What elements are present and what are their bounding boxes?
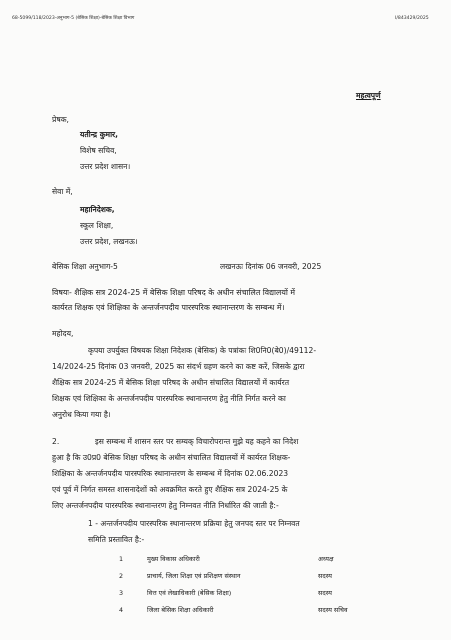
sender-office: उत्तर प्रदेश शासन। xyxy=(80,162,131,171)
importance-label: महत्वपूर्ण xyxy=(356,91,381,100)
para2-line-2: हुआ है कि उ0प्र0 बेसिक शिक्षा परिषद के अधीन संचालित विद्यालयों में कार्यरत शिक्षक- xyxy=(52,453,291,462)
row-number: 2 xyxy=(119,572,124,580)
para1-line-5: अनुरोध किया गया है। xyxy=(52,410,111,419)
member-name: मुख्य विकास अधिकारी xyxy=(147,555,200,563)
member-name: वित्त एवं लेखाधिकारी (बेसिक शिक्षा) xyxy=(147,589,232,597)
sender-label: प्रेषक, xyxy=(52,115,69,124)
para2-number: 2. xyxy=(52,437,60,446)
recipient-place: उत्तर प्रदेश, लखनऊ। xyxy=(80,237,138,246)
subject-line-2: कार्यरत शिक्षक एवं शिक्षिका के अन्तर्जनपदीय पारस्परिक स्थानान्तरण के सम्बन्ध में। xyxy=(52,303,285,312)
subject-line-1: विषयः- शैक्षिक सत्र 2024-25 में बेसिक शिक्षा परिषद के अधीन संचालित विद्यालयों में xyxy=(52,288,296,297)
row-number: 3 xyxy=(119,589,124,597)
member-role: सदस्य xyxy=(318,589,332,597)
row-number: 1 xyxy=(119,555,124,563)
section-name: बेसिक शिक्षा अनुभाग-5 xyxy=(52,262,118,271)
point1-line-1: 1 - अन्तर्जनपदीय पारस्परिक स्थानान्तरण प्रक्रिया हेतु जनपद स्तर पर निम्नवत xyxy=(88,519,300,528)
member-name: प्राचार्य, जिला शिक्षा एवं प्रशिक्षण संस्थान xyxy=(147,572,241,580)
para1-line-4: शिक्षक एवं शिक्षिका के अन्तर्जनपदीय पारस्परिक स्थानान्तरण हेतु नीति निर्गत करने का xyxy=(52,394,286,403)
para2-line-1: इस सम्बन्ध में शासन स्तर पर सम्यक् विचारोपरान्त मुझे यह कहने का निदेश xyxy=(95,437,299,446)
sender-designation: विशेष सचिव, xyxy=(80,146,117,155)
row-number: 4 xyxy=(119,606,124,614)
para1-line-1: कृपया उपर्युक्त विषयक शिक्षा निदेशक (बेसिक) के पत्रांकः शि0नि0(बे0)/49112- xyxy=(88,346,317,355)
recipient-title: महानिदेशक, xyxy=(80,205,115,214)
para2-line-4: एवं पूर्व में निर्गत समस्त शासनादेशों को अवक्रमित करते हुए शैक्षिक सत्र 2024-25 के xyxy=(52,485,288,494)
point1-line-2: समिति प्रस्तावित है:- xyxy=(88,535,145,544)
member-role: सदस्य सचिव xyxy=(318,606,348,614)
letter-date: लखनऊः दिनांक 06 जनवरी, 2025 xyxy=(220,262,322,271)
para2-line-3: शिक्षिका के अन्तर्जनपदीय पारस्परिक स्थानान्तरण के सम्बन्ध में दिनांक 02.06.2023 xyxy=(52,469,289,478)
salutation: महोदय, xyxy=(52,329,74,338)
para2-line-5: लिए अन्तर्जनपदीय पारस्परिक स्थानान्तरण हेतु निम्नवत नीति निर्धारित की जाती है:- xyxy=(52,501,279,510)
file-number: 68-5099/118/2023-अनुभाग-5 (बेसिक शिक्षा)-बेसिक शिक्षा विभाग xyxy=(12,16,135,21)
recipient-office: स्कूल शिक्षा, xyxy=(80,221,114,230)
reference-number: I/843429/2025 xyxy=(395,16,429,21)
recipient-label: सेवा में, xyxy=(52,187,73,196)
member-role: सदस्य xyxy=(318,572,332,580)
para1-line-3: शैक्षिक सत्र 2024-25 में बेसिक शिक्षा परिषद के अधीन संचालित विद्यालयों में कार्यरत xyxy=(52,378,290,387)
para1-line-2: 14/2024-25 दिनांक 03 जनवरी, 2025 का संदर्भ ग्रहण करने का कष्ट करें, जिसके द्वारा xyxy=(52,362,305,371)
member-role: अध्यक्ष xyxy=(318,555,334,563)
member-name: जिला बेसिक शिक्षा अधिकारी xyxy=(147,606,214,614)
sender-name: यतीन्द्र कुमार, xyxy=(80,130,119,139)
